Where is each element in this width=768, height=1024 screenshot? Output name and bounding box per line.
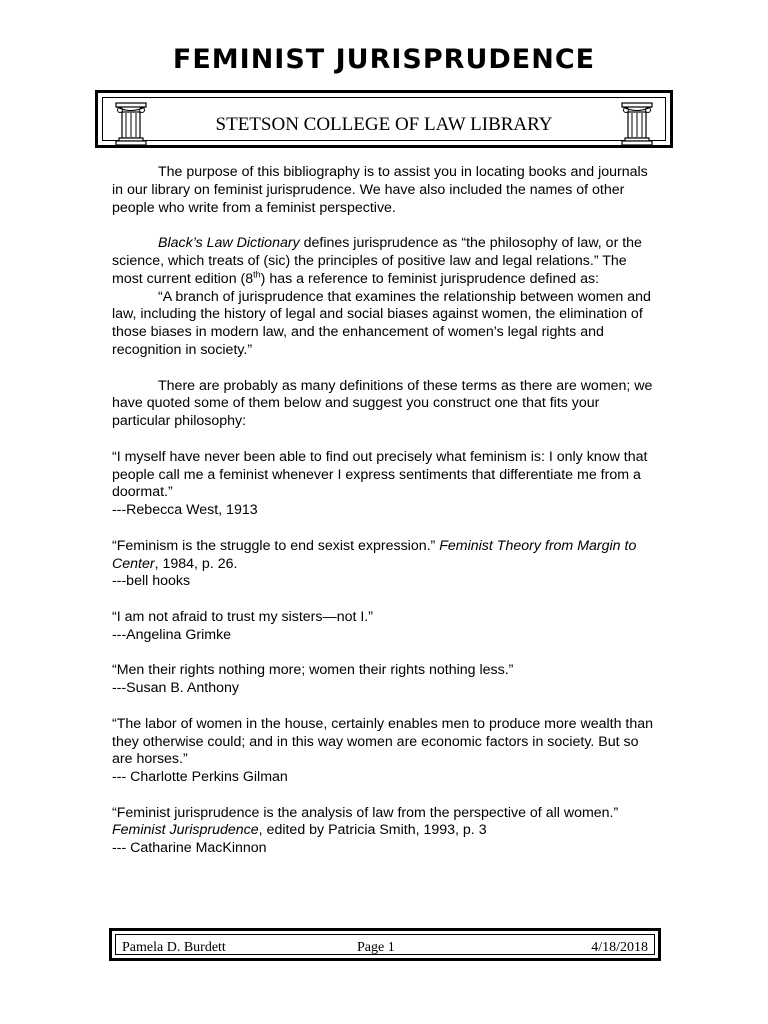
quote-author: ---Angelina Grimke: [112, 626, 232, 643]
footer-page-number: Page 1: [357, 940, 395, 955]
definition-paragraph: Black’s Law Dictionary defines jurisprudence as “the philosophy of law, or the science, which treats of (sic) the principles of positive law and legal relations.” The most current edition (8th) has a reference to feminist jurisprudence defined as:: [112, 235, 642, 287]
quote-source: Feminist Jurisprudence, edited by Patricia Smith, 1993, p. 3: [112, 822, 487, 839]
library-banner: [95, 90, 673, 148]
footer-date: 4/18/2018: [591, 940, 648, 955]
document-body: [112, 164, 660, 858]
document-title: FEMINIST JURISPRUDENCE: [172, 44, 596, 75]
book-title: Feminist Jurisprudence: [112, 822, 259, 839]
quote-text: “Men their rights nothing more; women their rights nothing less.”: [112, 662, 514, 679]
definition-quote: “A branch of jurisprudence that examines the relationship between women and law, including the history of legal and social biases against women, the elimination of those biases in modern law, and the enhancement of women’s legal rights and recognition in society.”: [112, 288, 651, 358]
quote-author: --- Catharine MacKinnon: [112, 840, 267, 857]
page-footer: [109, 928, 661, 961]
quote-author: ---Rebecca West, 1913: [112, 502, 258, 519]
quote-author: --- Charlotte Perkins Gilman: [112, 769, 288, 786]
dictionary-title: Black’s Law Dictionary: [158, 235, 300, 252]
banner-text: STETSON COLLEGE OF LAW LIBRARY: [215, 114, 553, 135]
quote-author: ---bell hooks: [112, 573, 191, 590]
book-title: Feminist Theory from Margin to Center: [112, 537, 637, 572]
quote-text: “I myself have never been able to find out precisely what feminism is: I only know that people call me a feminist whenever I express sentiments that differentiate me from a doormat.”: [112, 448, 648, 501]
footer-author: Pamela D. Burdett: [122, 940, 226, 955]
footer-inner-border: [115, 934, 655, 955]
quote-text: “The labor of women in the house, certainly enables men to produce more wealth than they otherwise could; and in this way women are economic factors in society. But so are horses.”: [112, 715, 654, 768]
banner-inner-border: [102, 97, 666, 141]
quotes-intro-paragraph: There are probably as many definitions of these terms as there are women; we have quoted some of them below and suggest you construct one that fits your particular philosophy:: [112, 377, 653, 430]
quote-text: “Feminist jurisprudence is the analysis of law from the perspective of all women.”: [112, 804, 619, 821]
intro-paragraph: The purpose of this bibliography is to assist you in locating books and journals in our library on feminist jurisprudence. We have also included the names of other people who write from a feminist perspective.: [112, 164, 648, 216]
column-icon: [621, 102, 653, 146]
quote-text: “I am not afraid to trust my sisters—not I.”: [112, 608, 373, 625]
quote-author: ---Susan B. Anthony: [112, 680, 239, 697]
quote-text: “Feminism is the struggle to end sexist expression.” Feminist Theory from Margin to Center, 1984, p. 26.: [112, 537, 637, 572]
